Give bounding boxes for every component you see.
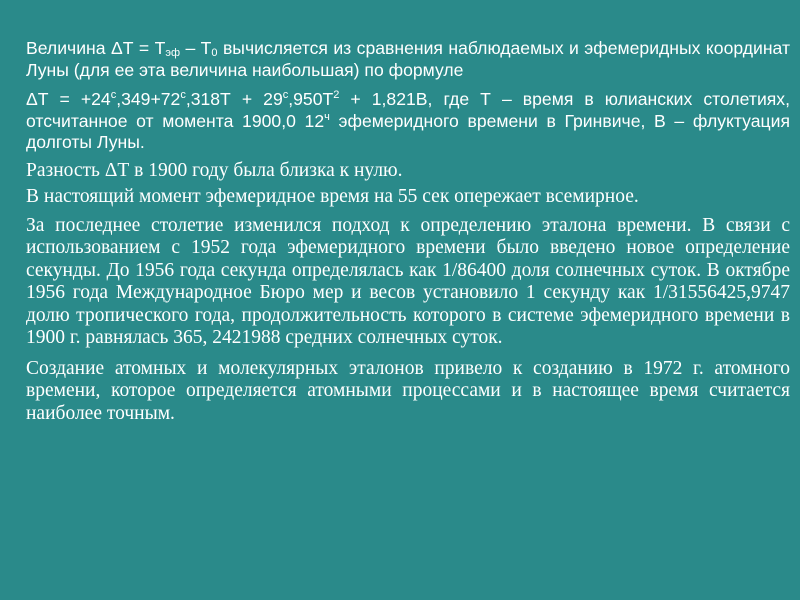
text-run: ,318Т + 29 (185, 89, 283, 109)
paragraph-atomic-time: Создание атомных и молекулярных эталонов привело к созданию в 1972 г. атомного времени, которое определяется атомными процессами и в настоящее время считается наиболее точным. (26, 357, 790, 424)
text-run: эфемеридного времени в Гринвиче, B – флуктуация долготы Луны. (26, 110, 790, 152)
paragraph-delta-t-formula (26, 89, 790, 154)
subscript-zero: 0 (211, 47, 218, 59)
subscript-eph: эф (165, 47, 181, 59)
text-run: ,349+72 (116, 89, 181, 109)
text-run: ,950Т (288, 89, 334, 109)
superscript-seconds: с (110, 89, 117, 101)
paragraph-current-offset: В настоящий момент эфемеридное время на 55 сек опережает всемирное. (26, 186, 639, 207)
superscript-hours: ч (324, 110, 330, 123)
text-run: ΔТ = +24 (26, 89, 111, 109)
superscript-square: 2 (333, 89, 340, 101)
text-run: + 1,821B, где Т – время в юлианских столетиях, отсчитанное от момента 1900,0 12 (26, 89, 790, 131)
superscript-seconds: с (282, 89, 289, 101)
paragraph-delta-t-1900: Разность ΔТ в 1900 году была близка к нулю. (26, 159, 403, 181)
text-run: вычисляется из сравнения наблюдаемых и эфемеридных координат Луны (для ее эта величина наибольшая) по формуле (26, 38, 790, 80)
text-run: – Т (180, 38, 212, 58)
superscript-seconds: с (180, 89, 186, 101)
paragraph-delta-t-definition (26, 38, 790, 81)
text-run: Величина ΔТ = Т (26, 38, 166, 58)
paragraph-second-definition: За последнее столетие изменился подход к определению эталона времени. В связи с использованием с 1952 года эфемеридного времени было введено новое определение секунды. До 1956 года секунда определялась как 1/86400 доля солнечных суток. В октябре 1956 года Международное Бюро мер и весов установило 1 секунду как 1/31556425,9747 долю тропического года, продолжительность которого в системе эфемеридного времени в 1900 г. равнялась 365, 2421988 средних солнечных суток. (26, 214, 790, 348)
